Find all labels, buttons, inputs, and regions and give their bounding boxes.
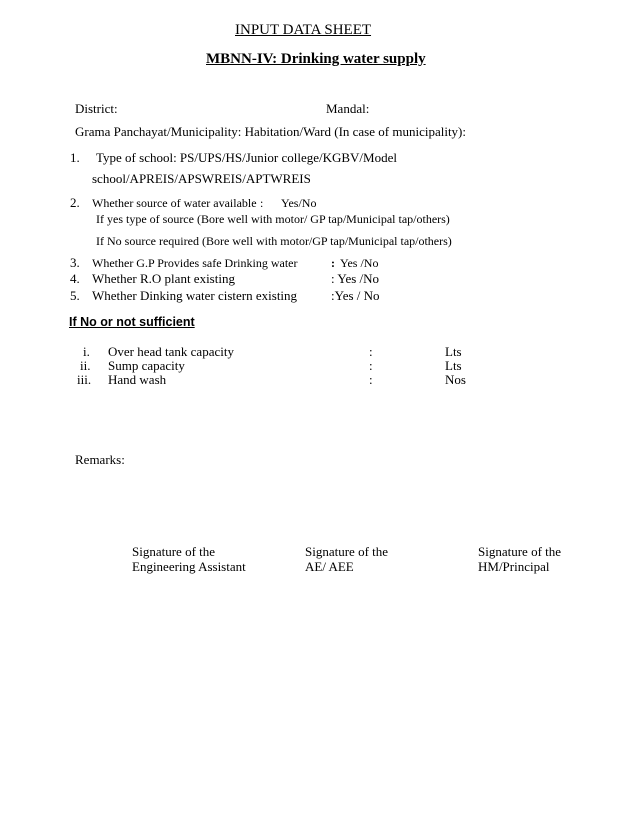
item-number: 2. (70, 195, 80, 210)
sub-item-unit: Lts (445, 358, 462, 373)
sub-item-sump-label: Sump capacity (108, 358, 185, 373)
item-gp-water-value: Yes /No (340, 256, 379, 270)
mandal-label: Mandal: (326, 101, 370, 116)
signature-hm-line2: HM/Principal (478, 559, 550, 574)
section-heading: If No or not sufficient (69, 315, 195, 329)
sub-item-overhead-tank-label: Over head tank capacity (108, 344, 234, 359)
item-number: 1. (70, 150, 80, 165)
item-ro-plant-value: : Yes /No (331, 271, 380, 286)
signature-ae-line2: AE/ AEE (305, 559, 354, 574)
item-ro-plant-label: Whether R.O plant existing (92, 271, 235, 286)
sub-item-separator: : (369, 344, 373, 359)
item-number: 3. (70, 255, 80, 270)
sub-item-hand-wash-label: Hand wash (108, 372, 167, 387)
item-water-source-separator: : (260, 196, 264, 210)
item-school-type-line1: Type of school: PS/UPS/HS/Junior college/KGBV/Model (96, 150, 397, 165)
item-cistern-value: :Yes / No (331, 288, 380, 303)
page-title: INPUT DATA SHEET (235, 22, 372, 38)
item-school-type-line2: school/APREIS/APSWREIS/APTWREIS (92, 171, 311, 186)
item-cistern-label: Whether Dinking water cistern existing (92, 288, 298, 303)
item-water-source-label: Whether source of water available (92, 196, 257, 210)
sub-item-number: iii. (77, 372, 92, 387)
sub-item-number: i. (83, 344, 90, 359)
signature-ea-line1: Signature of the (132, 544, 216, 559)
signature-ae-line1: Signature of the (305, 544, 389, 559)
sub-item-separator: : (369, 372, 373, 387)
item-water-source-sub-no: If No source required (Bore well with motor/GP tap/Municipal tap/others) (96, 234, 452, 248)
grama-panchayat-label: Grama Panchayat/Municipality: Habitation/Ward (In case of municipality): (75, 124, 466, 139)
item-gp-water-separator: : (331, 256, 335, 270)
sub-item-unit: Nos (445, 372, 466, 387)
remarks-label: Remarks: (75, 452, 125, 467)
item-number: 5. (70, 288, 80, 303)
signature-hm-line1: Signature of the (478, 544, 562, 559)
sub-item-separator: : (369, 358, 373, 373)
item-water-source-sub-yes: If yes type of source (Bore well with motor/ GP tap/Municipal tap/others) (96, 212, 450, 226)
page-subtitle: MBNN-IV: Drinking water supply (206, 51, 426, 67)
sub-item-unit: Lts (445, 344, 462, 359)
district-label: District: (75, 101, 118, 116)
item-water-source-value: Yes/No (281, 196, 317, 210)
sub-item-number: ii. (80, 358, 91, 373)
item-gp-water-label: Whether G.P Provides safe Drinking water (92, 256, 298, 270)
item-number: 4. (70, 271, 80, 286)
signature-ea-line2: Engineering Assistant (132, 559, 246, 574)
